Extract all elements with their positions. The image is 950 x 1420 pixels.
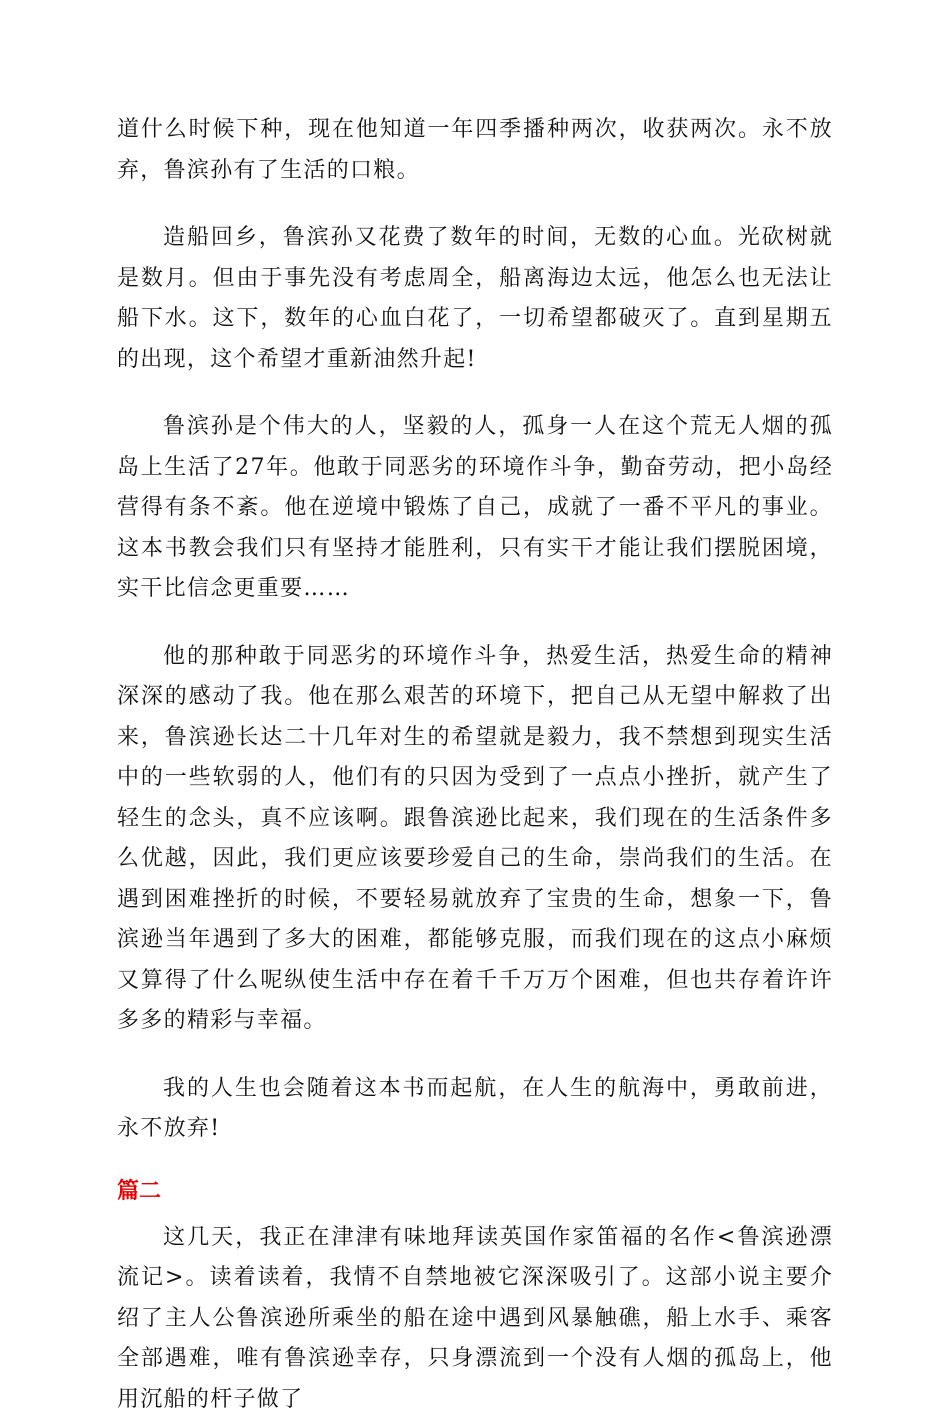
paragraph-6: 这几天，我正在津津有味地拜读英国作家笛福的名作<鲁滨逊漂流记>。读着读着，我情不自禁地被它深深吸引了。这部小说主要介绍了主人公鲁滨逊所乘坐的船在途中遇到风暴触礁，船上水手、乘客全部遇难，唯有鲁滨逊幸存，只身漂流到一个没有人烟的孤岛上，他用沉船的杆子做了 [117,1218,833,1420]
paragraph-5: 我的人生也会随着这本书而起航，在人生的航海中，勇敢前进，永不放弃! [117,1069,833,1150]
section-heading: 篇二 [117,1174,833,1210]
document-page [117,110,833,1420]
paragraph-1: 道什么时候下种，现在他知道一年四季播种两次，收获两次。永不放弃，鲁滨孙有了生活的口粮。 [117,110,833,191]
paragraph-3: 鲁滨孙是个伟大的人，坚毅的人，孤身一人在这个荒无人烟的孤岛上生活了27年。他敢于同恶劣的环境作斗争，勤奋劳动，把小岛经营得有条不紊。他在逆境中锻炼了自己，成就了一番不平凡的事业。这本书教会我们只有坚持才能胜利，只有实干才能让我们摆脱困境，实干比信念更重要…… [117,407,833,610]
paragraph-2: 造船回乡，鲁滨孙又花费了数年的时间，无数的心血。光砍树就是数月。但由于事先没有考虑周全，船离海边太远，他怎么也无法让船下水。这下，数年的心血白花了，一切希望都破灭了。直到星期五的出现，这个希望才重新油然升起! [117,218,833,380]
paragraph-4: 他的那种敢于同恶劣的环境作斗争，热爱生活，热爱生命的精神深深的感动了我。他在那么艰苦的环境下，把自己从无望中解救了出来，鲁滨逊长达二十几年对生的希望就是毅力，我不禁想到现实生活中的一些软弱的人，他们有的只因为受到了一点点小挫折，就产生了轻生的念头，真不应该啊。跟鲁滨逊比起来，我们现在的生活条件多么优越，因此，我们更应该要珍爱自己的生命，崇尚我们的生活。在遇到困难挫折的时候，不要轻易就放弃了宝贵的生命，想象一下，鲁滨逊当年遇到了多大的困难，都能够克服，而我们现在的这点小麻烦又算得了什么呢纵使生活中存在着千千万万个困难，但也共存着许许多多的精彩与幸福。 [117,637,833,1042]
